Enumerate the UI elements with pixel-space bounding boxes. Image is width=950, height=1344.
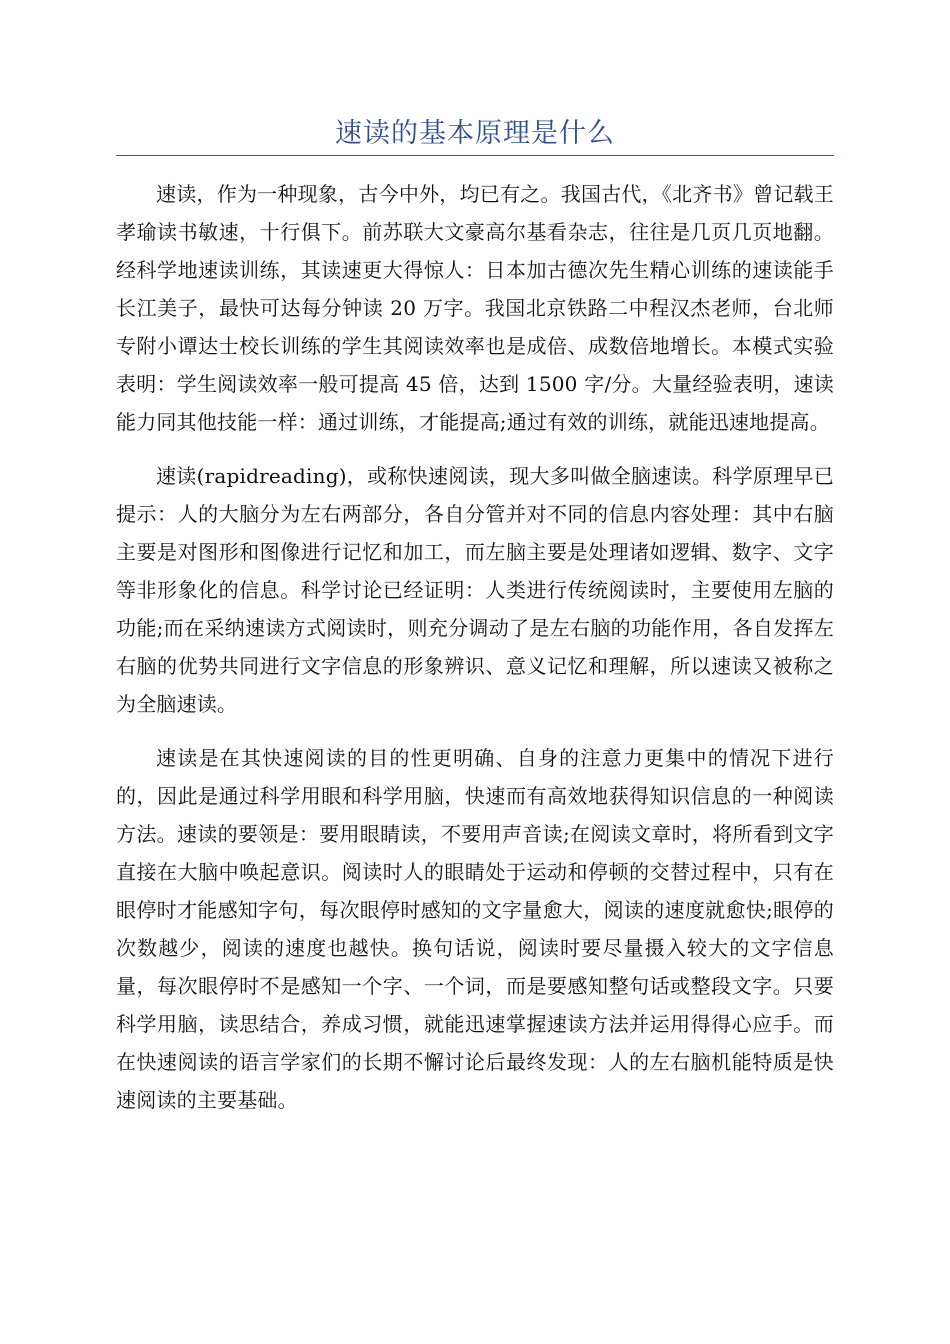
document-body [116,175,834,1135]
page-title: 速读的基本原理是什么 [335,118,615,149]
title-underline [116,155,834,156]
paragraph-1: 速读，作为一种现象，古今中外，均已有之。我国古代，《北齐书》曾记载王孝瑜读书敏速，十行俱下。前苏联大文豪高尔基看杂志，往往是几页几页地翻。经科学地速读训练，其读速更大得惊人：日本加古德次先生精心训练的速读能手长江美子，最快可达每分钟读 20 万字。我国北京铁路二中程汉杰老师，台北师专附小谭达士校长训练的学生其阅读效率也是成倍、成数倍地增长。本模式实验表明：学生阅读效率一般可提高 45 倍，达到 1500 字/分。大量经验表明，速读能力同其他技能一样：通过训练，才能提高;通过有效的训练，就能迅速地提高。 [116,182,834,434]
paragraph-2: 速读(rapidreading)，或称快速阅读，现大多叫做全脑速读。科学原理早已提示：人的大脑分为左右两部分，各自分管并对不同的信息内容处理：其中右脑主要是对图形和图像进行记忆和加工，而左脑主要是处理诸如逻辑、数字、文字等非形象化的信息。科学讨论已经证明：人类进行传统阅读时，主要使用左脑的功能;而在采纳速读方式阅读时，则充分调动了是左右脑的功能作用，各自发挥左右脑的优势共同进行文字信息的形象辨识、意义记忆和理解，所以速读又被称之为全脑速读。 [116,464,834,716]
paragraph-3: 速读是在其快速阅读的目的性更明确、自身的注意力更集中的情况下进行的，因此是通过科学用眼和科学用脑，快速而有高效地获得知识信息的一种阅读方法。速读的要领是：要用眼睛读，不要用声音读;在阅读文章时，将所看到文字直接在大脑中唤起意识。阅读时人的眼睛处于运动和停顿的交替过程中，只有在眼停时才能感知字句，每次眼停时感知的文字量愈大，阅读的速度就愈快;眼停的次数越少，阅读的速度也越快。换句话说，阅读时要尽量摄入较大的文字信息量，每次眼停时不是感知一个字、一个词，而是要感知整句话或整段文字。只要科学用脑，读思结合，养成习惯，就能迅速掌握速读方法并运用得得心应手。而在快速阅读的语言学家们的长期不懈讨论后最终发现：人的左右脑机能特质是快速阅读的主要基础。 [116,746,834,1112]
